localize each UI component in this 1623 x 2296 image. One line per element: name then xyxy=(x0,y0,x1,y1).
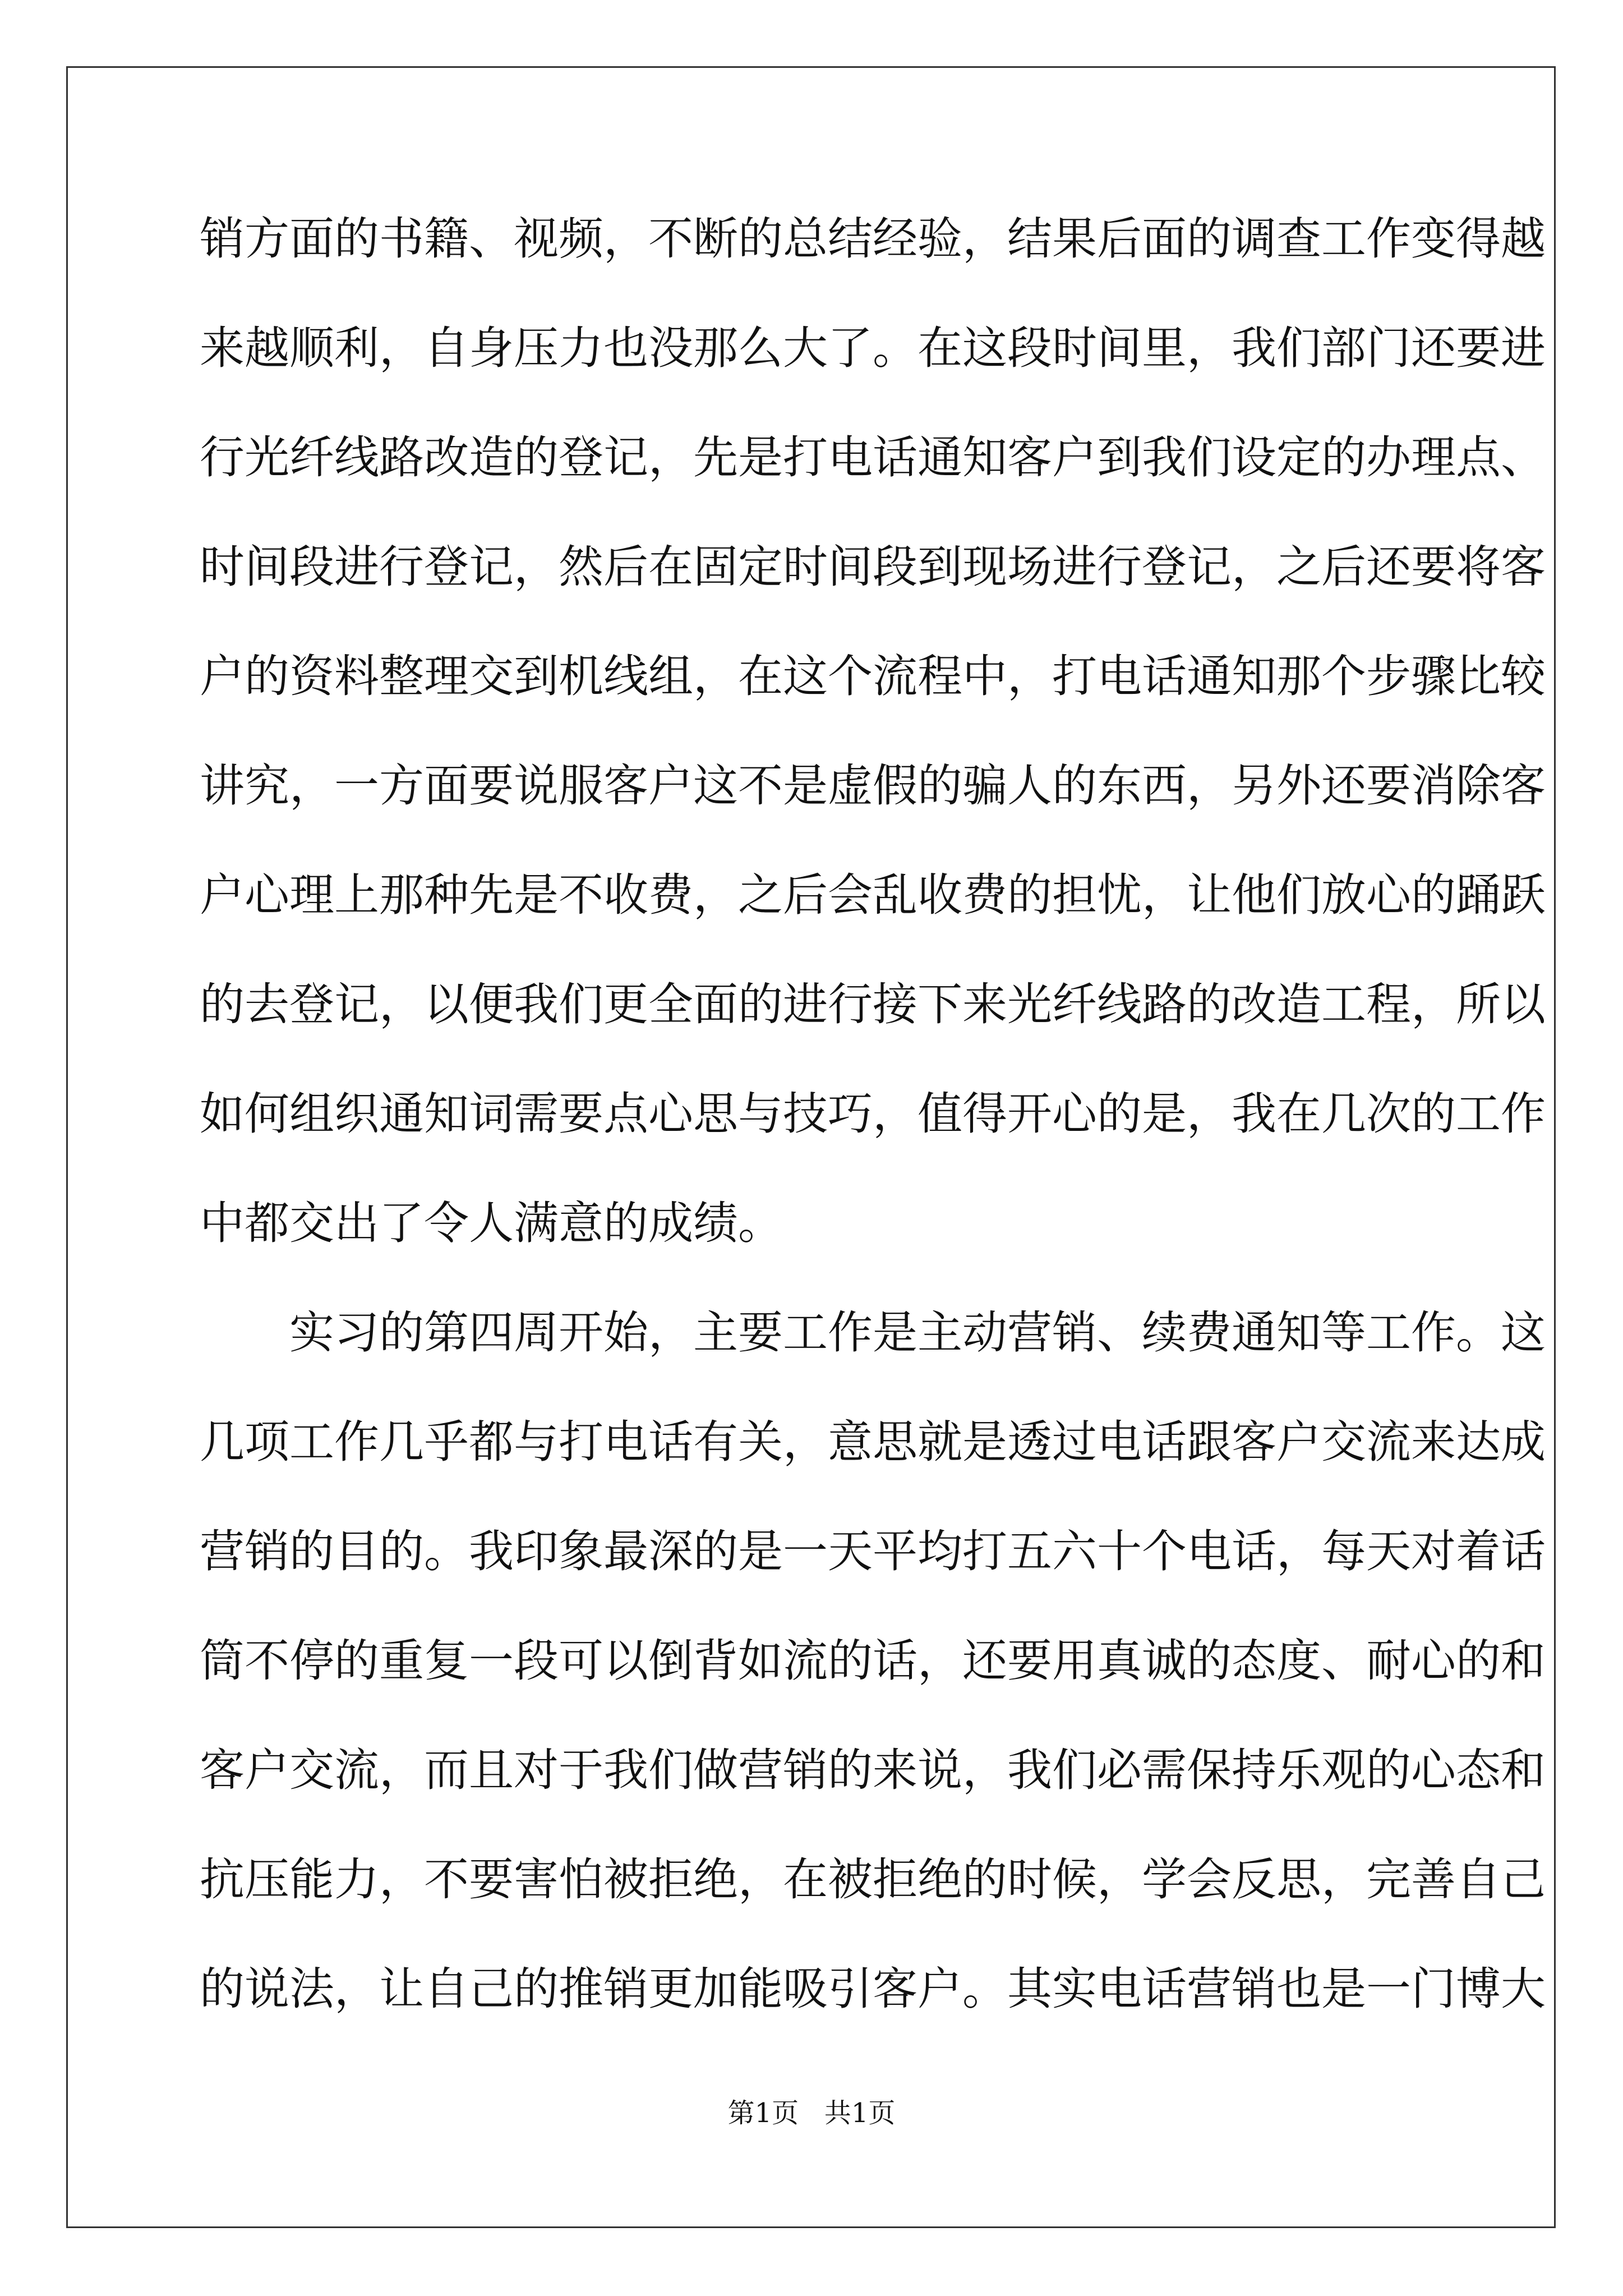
text-line: 行光纤线路改造的登记，先是打电话通知客户到我们设定的办理点、 xyxy=(200,431,1546,484)
page-number-footer: 第1页 共1页 xyxy=(727,2097,896,2129)
text-line: 来越顺利，自身压力也没那么大了。在这段时间里，我们部门还要进 xyxy=(200,322,1546,374)
text-line: 抗压能力，不要害怕被拒绝，在被拒绝的时候，学会反思，完善自己 xyxy=(200,1853,1546,1906)
text-line: 筒不停的重复一段可以倒背如流的话，还要用真诚的态度、耐心的和 xyxy=(200,1635,1546,1687)
text-line: 时间段进行登记，然后在固定时间段到现场进行登记，之后还要将客 xyxy=(200,541,1546,593)
text-line: 的去登记，以便我们更全面的进行接下来光纤线路的改造工程，所以 xyxy=(200,978,1546,1030)
paragraph-start-line: 实习的第四周开始，主要工作是主动营销、续费通知等工作。这 xyxy=(200,1306,1546,1359)
text-line: 几项工作几乎都与打电话有关，意思就是透过电话跟客户交流来达成 xyxy=(200,1416,1546,1468)
text-line: 营销的目的。我印象最深的是一天平均打五六十个电话，每天对着话 xyxy=(200,1525,1546,1577)
text-line: 客户交流，而且对于我们做营销的来说，我们必需保持乐观的心态和 xyxy=(200,1744,1546,1796)
text-line: 讲究，一方面要说服客户这不是虚假的骗人的东西，另外还要消除客 xyxy=(200,760,1546,812)
text-line: 的说法，让自己的推销更加能吸引客户。其实电话营销也是一门博大 xyxy=(200,1963,1546,2015)
text-line: 中都交出了令人满意的成绩。 xyxy=(200,1197,783,1249)
text-line: 如何组织通知词需要点心思与技巧，值得开心的是，我在几次的工作 xyxy=(200,1088,1546,1140)
text-line: 户的资料整理交到机线组，在这个流程中，打电话通知那个步骤比较 xyxy=(200,650,1546,702)
text-line: 户心理上那种先是不收费，之后会乱收费的担忧，让他们放心的踊跃 xyxy=(200,869,1546,921)
document-body xyxy=(200,212,1546,2072)
text-line: 销方面的书籍、视频，不断的总结经验，结果后面的调查工作变得越 xyxy=(200,213,1546,265)
